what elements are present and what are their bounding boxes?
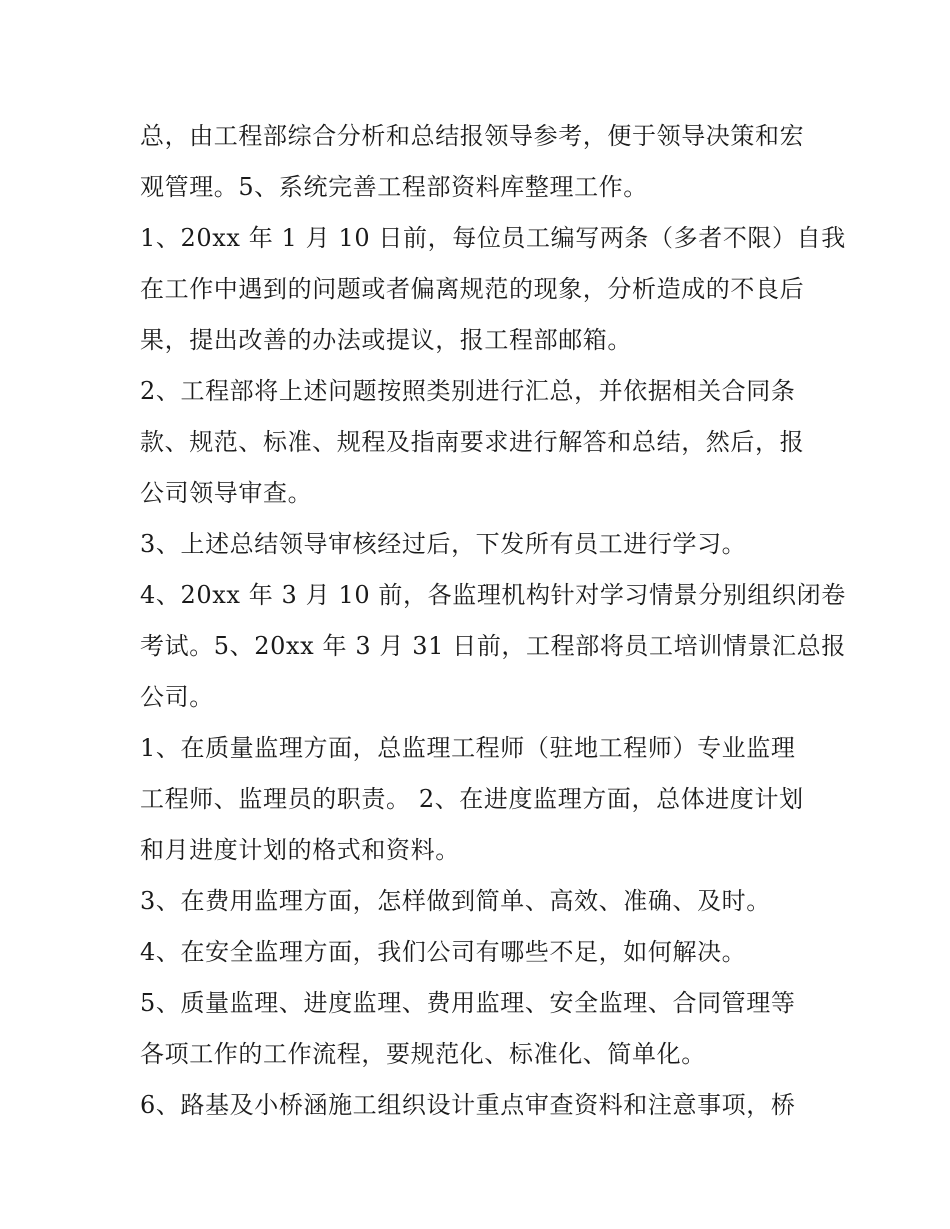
text-line: 各项工作的工作流程，要规范化、标准化、简单化。	[140, 1040, 706, 1068]
text-line: 4、20xx 年 3 月 10 前，各监理机构针对学习情景分别组织闭卷	[140, 581, 846, 609]
text-line: 3、在费用监理方面，怎样做到简单、高效、准确、及时。	[140, 887, 771, 915]
text-line: 款、规范、标准、规程及指南要求进行解答和总结，然后，报	[140, 428, 805, 456]
text-line: 公司。	[140, 683, 214, 711]
text-line: 观管理。5、系统完善工程部资料库整理工作。	[140, 173, 648, 201]
text-line: 考试。5、20xx 年 3 月 31 日前，工程部将员工培训情景汇总报	[140, 632, 846, 660]
text-line: 3、上述总结领导审核经过后，下发所有员工进行学习。	[140, 530, 747, 558]
text-line: 和月进度计划的格式和资料。	[140, 836, 460, 864]
text-line: 4、在安全监理方面，我们公司有哪些不足，如何解决。	[140, 938, 747, 966]
text-line: 5、质量监理、进度监理、费用监理、安全监理、合同管理等	[140, 989, 796, 1017]
text-line: 总，由工程部综合分析和总结报领导参考，便于领导决策和宏	[140, 122, 805, 150]
text-line: 1、在质量监理方面，总监理工程师（驻地工程师）专业监理	[140, 734, 796, 762]
text-line: 1、20xx 年 1 月 10 日前，每位员工编写两条（多者不限）自我	[140, 224, 846, 252]
text-line: 公司领导审查。	[140, 479, 313, 507]
text-line: 在工作中遇到的问题或者偏离规范的现象，分析造成的不良后	[140, 275, 805, 303]
text-line: 工程师、监理员的职责。 2、在进度监理方面，总体进度计划	[140, 785, 804, 813]
text-line: 6、路基及小桥涵施工组织设计重点审查资料和注意事项，桥	[140, 1091, 796, 1119]
text-line: 2、工程部将上述问题按照类别进行汇总，并依据相关合同条	[140, 377, 796, 405]
document-body	[140, 111, 846, 1131]
text-line: 果，提出改善的办法或提议，报工程部邮箱。	[140, 326, 632, 354]
